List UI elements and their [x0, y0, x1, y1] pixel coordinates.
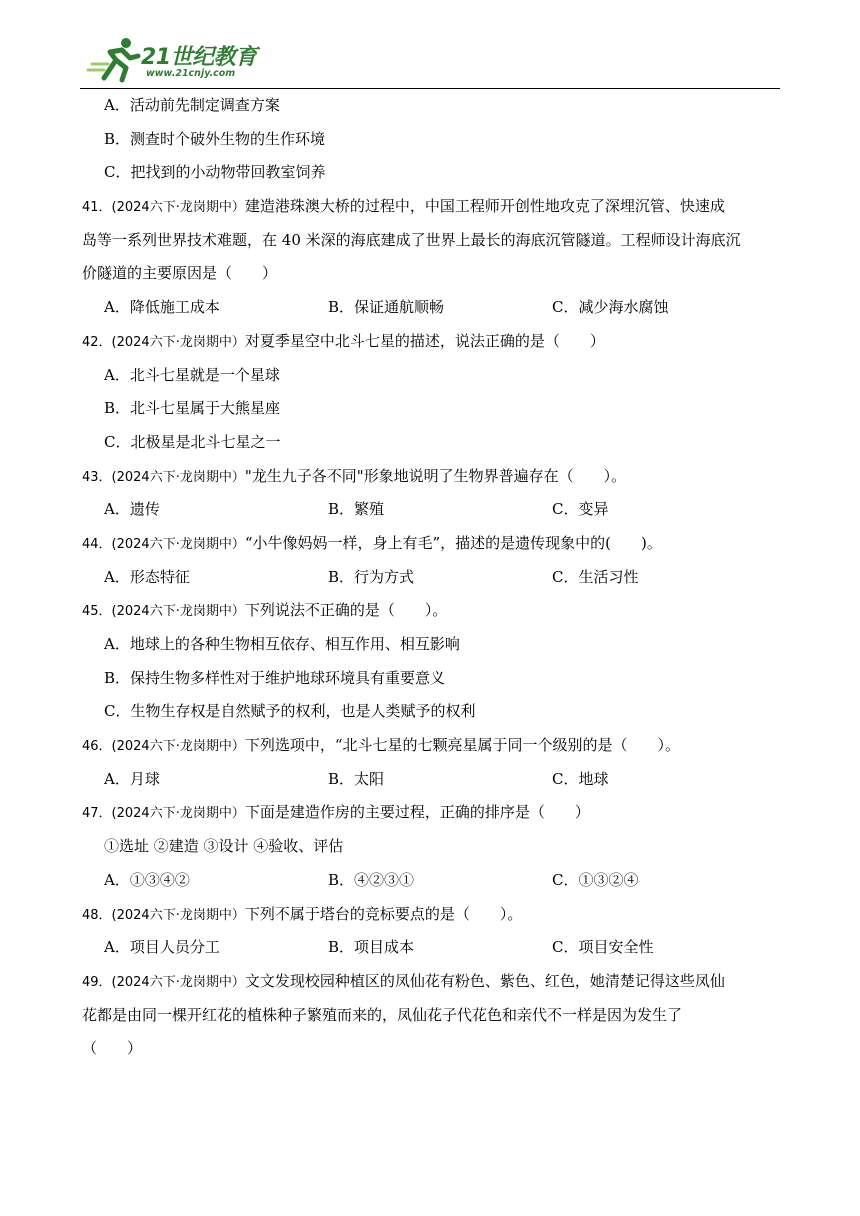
page-header	[80, 30, 780, 89]
q48-stem	[82, 898, 782, 932]
q41-option-c: C．减少海水腐蚀	[552, 298, 669, 317]
q44-option-a: A．形态特征	[104, 567, 190, 586]
q46-option-a: A．月球	[104, 769, 160, 788]
q46-stem	[82, 729, 782, 763]
q48-prefix: 48．(2024六下·龙岗期中）	[82, 907, 245, 923]
q46-option-c: C．地球	[552, 769, 609, 788]
q49-line-2: 花都是由同一棵开红花的植株种子繁殖而来的，凤仙花子代花色和亲代不一样是因为发生了	[82, 1005, 683, 1024]
q43-text: "龙生九子各不同"形象地说明了生物界普遍存在（ ）。	[244, 466, 627, 485]
q48-text: 下列不属于塔台的竞标要点的是（ ）。	[244, 904, 523, 923]
runner-icon	[86, 34, 146, 84]
q41-option-b: B．保证通航顺畅	[328, 298, 445, 317]
q47-steps: ①选址 ②建造 ③设计 ④验收、评估	[104, 837, 344, 856]
q43-options	[82, 493, 782, 527]
q41-line-3: 价隧道的主要原因是（ ）	[82, 264, 278, 283]
q42-stem	[82, 325, 782, 359]
q45-text: 下列说法不正确的是（ ）。	[244, 601, 448, 620]
logo	[86, 34, 266, 84]
q45-option-c: C．生物生存权是自然赋予的权利，也是人类赋予的权利	[104, 702, 476, 721]
q43-option-b: B．繁殖	[328, 500, 385, 519]
q48-option-a: A．项目人员分工	[104, 938, 220, 957]
q44-stem	[82, 527, 782, 561]
q45-option-b: B．保持生物多样性对于维护地球环境具有重要意义	[104, 668, 446, 687]
brand-name: 21世纪教育	[141, 45, 257, 70]
q49-prefix: 49．(2024六下·龙岗期中）	[82, 974, 245, 990]
q41-line-2: 岛等一系列世界技术难题，在 40 米深的海底建成了世界上最长的海底沉管隧道。工程师设计海底沉	[82, 230, 741, 249]
q49-line-1: 文文发现校园种植区的凤仙花有粉色、紫色、红色，她清楚记得这些凤仙	[244, 971, 725, 990]
q43-stem	[82, 460, 782, 494]
q42-prefix: 42．(2024六下·龙岗期中）	[82, 334, 245, 350]
q49-line-3: （ ）	[82, 1039, 143, 1058]
q47-option-c: C．①③②④	[552, 870, 639, 889]
q46-options	[82, 763, 782, 797]
q47-option-b: B．④②③①	[328, 870, 415, 889]
site-url: www.21cnjy.com	[146, 68, 236, 79]
q41-option-a: A．降低施工成本	[104, 298, 220, 317]
q49-stem	[82, 965, 782, 999]
q44-option-c: C．生活习性	[552, 567, 639, 586]
q41-stem	[82, 190, 782, 224]
q47-stem	[82, 796, 782, 830]
q43-prefix: 43．(2024六下·龙岗期中）	[82, 469, 245, 485]
q42-option-a: A．北斗七星就是一个星球	[104, 365, 280, 384]
q45-option-a: A．地球上的各种生物相互依存、相互作用、相互影响	[104, 635, 460, 653]
q48-option-b: B．项目成本	[328, 938, 415, 957]
q47-prefix: 47．(2024六下·龙岗期中）	[82, 806, 245, 822]
question-list	[82, 89, 782, 1066]
q48-option-c: C．项目安全性	[552, 938, 654, 957]
q44-option-b: B．行为方式	[328, 567, 415, 586]
q40-option-a: A．活动前先制定调查方案	[104, 96, 280, 114]
q48-options	[82, 931, 782, 965]
q41-options	[82, 291, 782, 325]
q43-option-a: A．遗传	[104, 500, 160, 519]
q44-options	[82, 561, 782, 595]
q40-option-b: B．测查时个破外生物的生作环境	[104, 129, 326, 148]
q40-option-c: C．把找到的小动物带回教室饲养	[104, 163, 326, 182]
q43-option-c: C．变异	[552, 500, 609, 519]
q41-line-1: 建造港珠澳大桥的过程中，中国工程师开创性地攻克了深埋沉管、快速成	[244, 197, 725, 216]
q45-stem	[82, 594, 782, 628]
q45-prefix: 45．(2024六下·龙岗期中）	[82, 604, 245, 620]
q47-option-a: A．①③④②	[104, 870, 190, 889]
q47-text: 下面是建造作房的主要过程，正确的排序是（ ）	[244, 803, 590, 822]
q44-prefix: 44．(2024六下·龙岗期中）	[82, 536, 245, 552]
q42-option-c: C．北极星是北斗七星之一	[104, 432, 281, 451]
q46-text: 下列选项中，“北斗七星的七颗亮星属于同一个级别的是（ ）。	[244, 736, 681, 755]
q44-text: “小牛像妈妈一样，身上有毛”，描述的是遗传现象中的( )。	[244, 533, 662, 552]
q47-options	[82, 864, 782, 898]
q46-prefix: 46．(2024六下·龙岗期中）	[82, 739, 245, 755]
q42-text: 对夏季星空中北斗七星的描述，说法正确的是（ ）	[244, 331, 605, 350]
q46-option-b: B．太阳	[328, 769, 385, 788]
q42-option-b: B．北斗七星属于大熊星座	[104, 399, 281, 418]
q41-prefix: 41．(2024六下·龙岗期中）	[82, 200, 245, 216]
